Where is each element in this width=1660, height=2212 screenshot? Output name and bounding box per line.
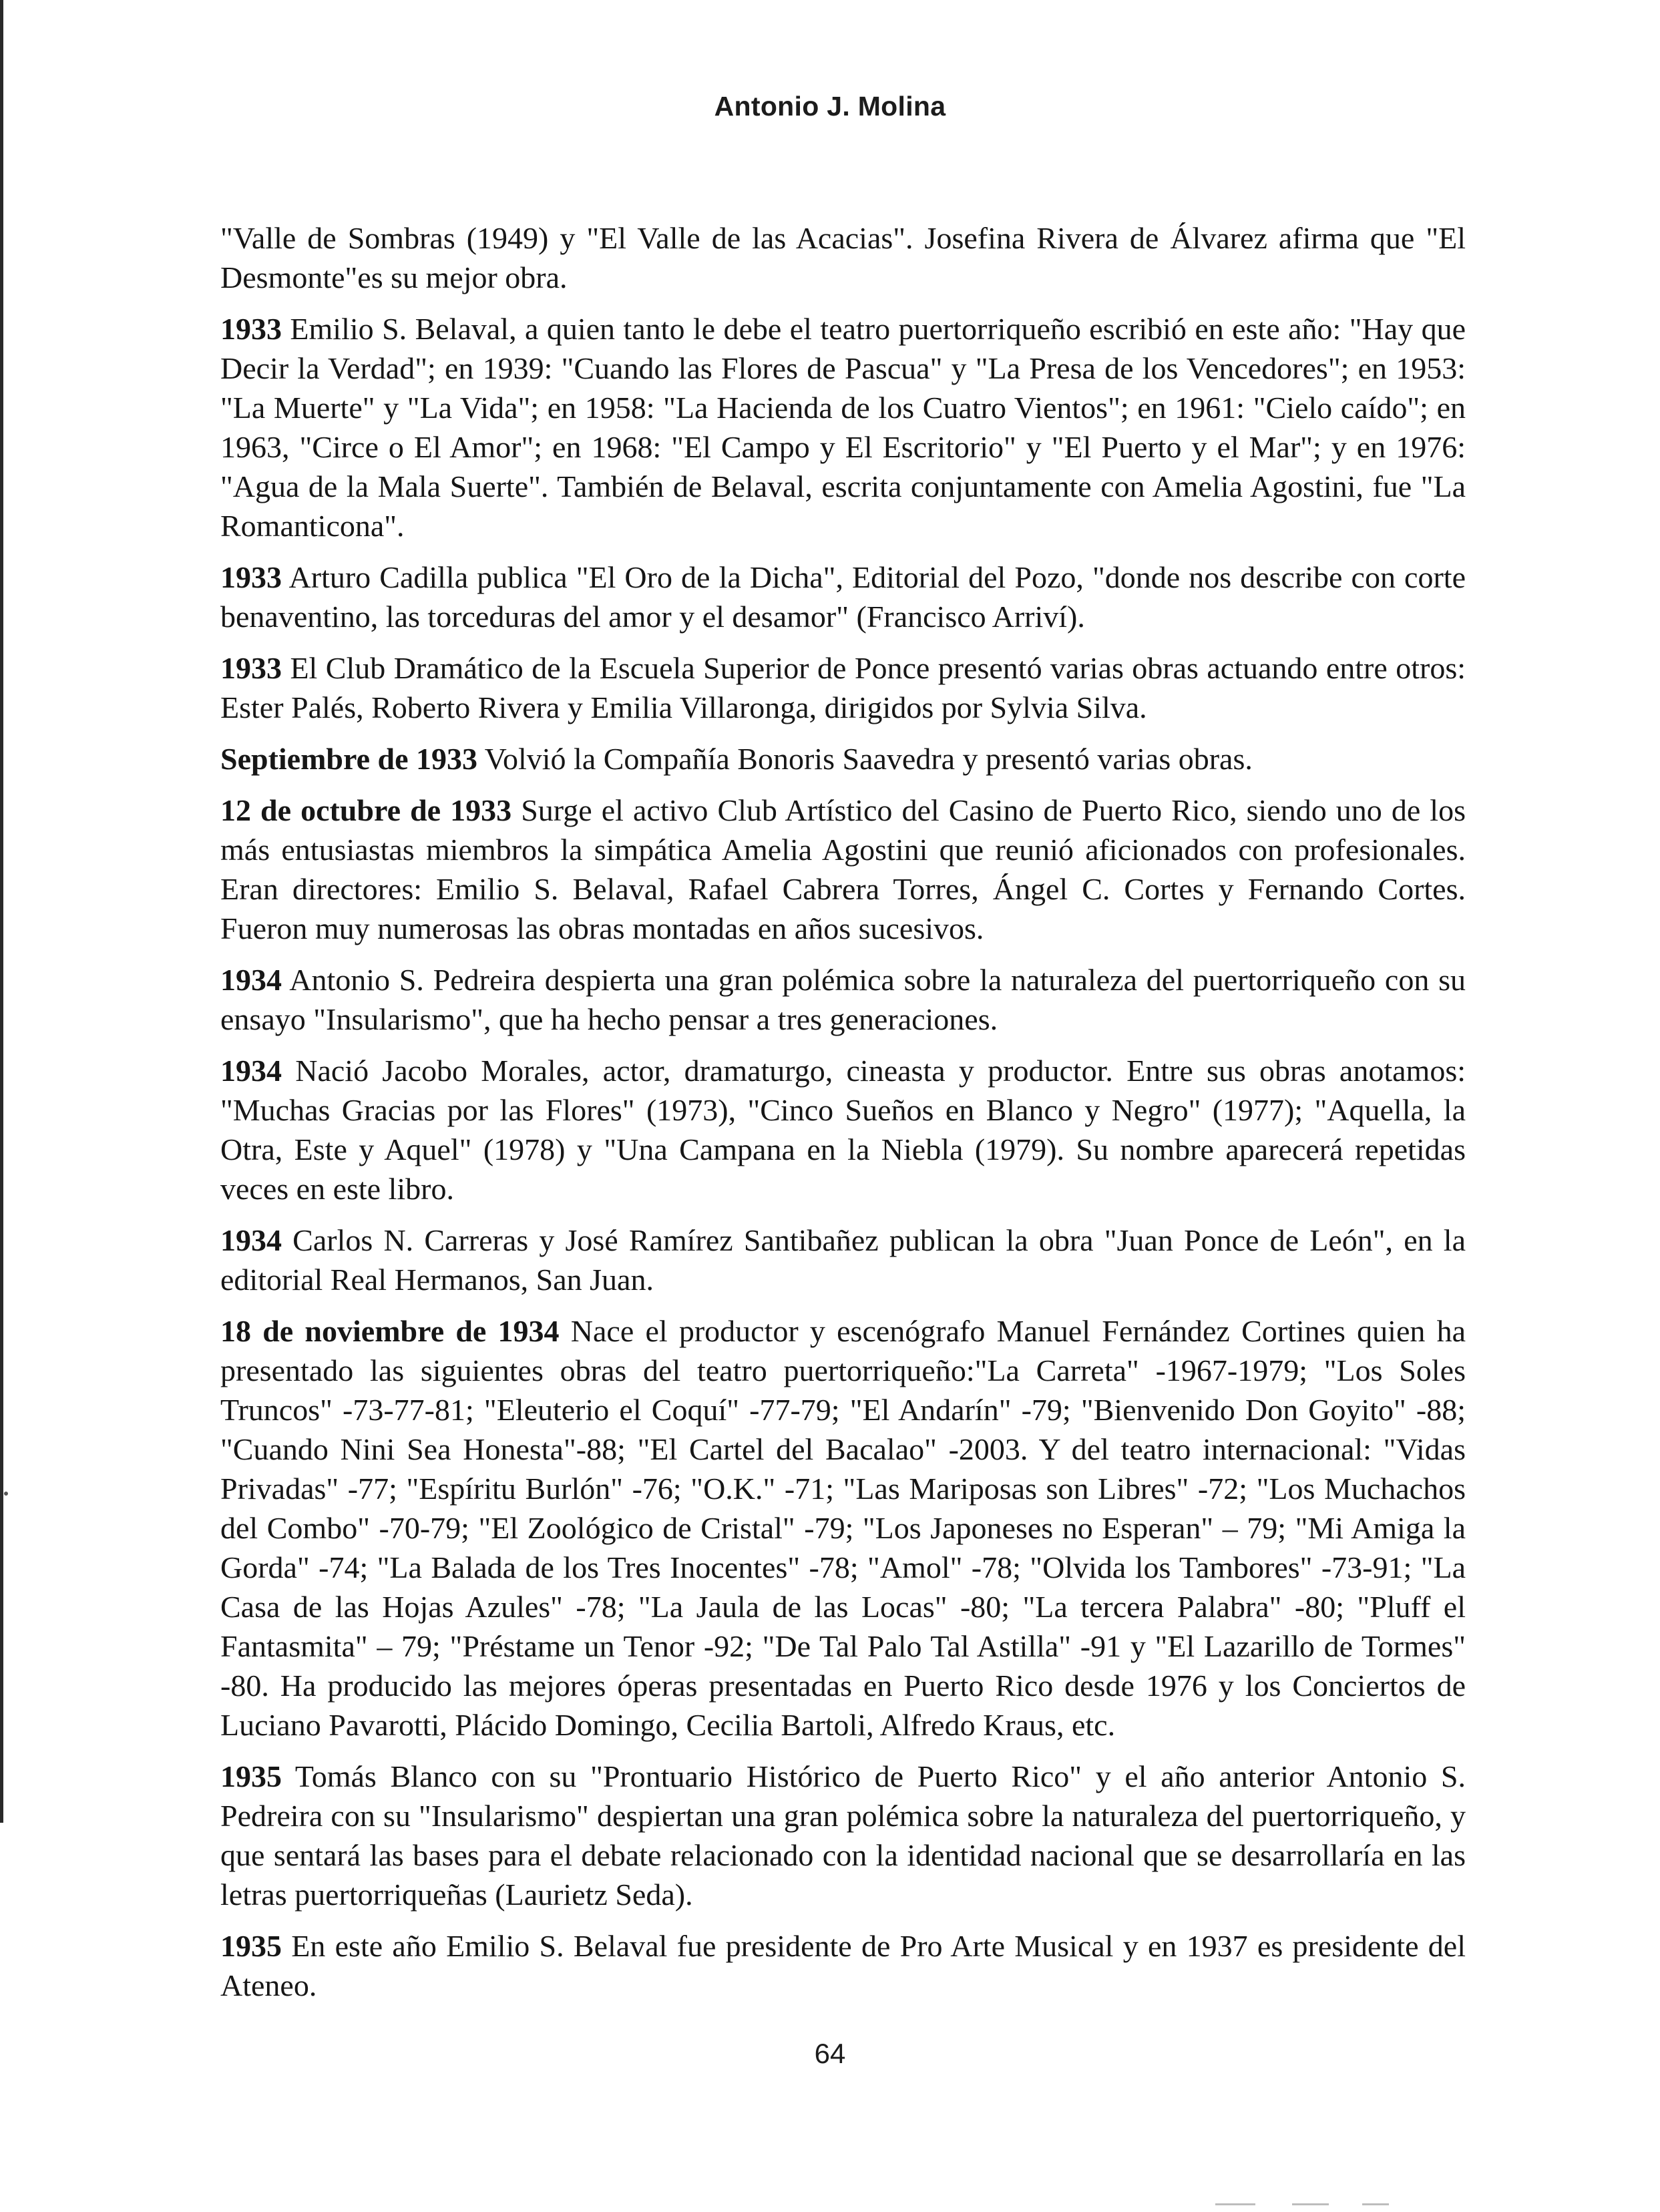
paragraph-10-text: Tomás Blanco con su "Prontuario Histórico de Puerto Rico" y el año anterior Antonio S. Pedreira con su "Insularismo" despiertan una gran polémica sobre la naturaleza del puertorriqueño, y que sentará las bases para el debate relacionado con la identidad nacional que se desarrollaría en las letras puertorriqueñas (Laurietz Seda). — [220, 1759, 1466, 1912]
paragraph-6-text: Antonio S. Pedreira despierta una gran polémica sobre la naturaleza del puertorriqueño con su ensayo "Insularismo", que ha hecho pensar a tres generaciones. — [220, 963, 1466, 1036]
scan-mark-bottom-2 — [1292, 2203, 1329, 2205]
paragraph-8-lead: 1934 — [220, 1223, 282, 1257]
paragraph-7-text: Nació Jacobo Morales, actor, dramaturgo, cineasta y productor. Entre sus obras anotamos: "Muchas Gracias por las Flores" (1973), "Cinco Sueños en Blanco y Negro" (1977); "Aquella, la Otra, Este y Aquel" (1978) y "Una Campana en la Niebla (1979). Su nombre aparecerá repetidas veces en este libro. — [220, 1054, 1466, 1206]
paragraph-2-text: Arturo Cadilla publica "El Oro de la Dicha", Editorial del Pozo, "donde nos describe con corte benaventino, las torceduras del amor y el desamor" (Francisco Arriví). — [220, 560, 1466, 634]
paragraph-5-lead: 12 de octubre de 1933 — [220, 793, 512, 827]
paragraph-11 — [220, 1926, 1466, 2005]
scan-speck — [4, 1492, 8, 1496]
paragraph-4-text: Volvió la Compañía Bonoris Saavedra y presentó varias obras. — [477, 742, 1253, 776]
paragraph-3-lead: 1933 — [220, 651, 282, 685]
page-number: 64 — [814, 2038, 846, 2069]
paragraph-9-text: Nace el productor y escenógrafo Manuel Fernández Cortines quien ha presentado las siguientes obras del teatro puertorriqueño:"La Carreta" -1967-1979; "Los Soles Truncos" -73-77-81; "Eleuterio el Coquí" -77-79; "El Andarín" -79; "Bienvenido Don Goyito" -88; "Cuando Nini Sea Honesta"-88; "El Cartel del Bacalao" -2003. Y del teatro internacional: "Vidas Privadas" -77; "Espíritu Burlón" -76; "O.K." -71; "Las Mariposas son Libres" -72; "Los Muchachos del Combo" -70-79; "El Zoológico de Cristal" -79; "Los Japoneses no Esperan" – 79; "Mi Amiga la Gorda" -74; "La Balada de los Tres Inocentes" -78; "Amol" -78; "Olvida los Tambores" -73-91; "La Casa de las Hojas Azules" -78; "La Jaula de las Locas" -80; "La tercera Palabra" -80; "Pluff el Fantasmita" – 79; "Préstame un Tenor -92; "De Tal Palo Tal Astilla" -91 y "El Lazarillo de Tormes" -80. Ha producido las mejores óperas presentadas en Puerto Rico desde 1976 y los Conciertos de Luciano Pavarotti, Plácido Domingo, Cecilia Bartoli, Alfredo Kraus, etc. — [220, 1314, 1466, 1742]
paragraph-4-lead: Septiembre de 1933 — [220, 742, 478, 776]
paragraph-0 — [220, 218, 1466, 297]
paragraph-6-lead: 1934 — [220, 963, 282, 997]
paragraph-3-text: El Club Dramático de la Escuela Superior de Ponce presentó varias obras actuando entre otros: Ester Palés, Roberto Rivera y Emilia Villaronga, dirigidos por Sylvia Silva. — [220, 651, 1466, 724]
paragraph-7-lead: 1934 — [220, 1054, 282, 1088]
paragraph-8 — [220, 1221, 1466, 1299]
paragraph-11-lead: 1935 — [220, 1929, 282, 1963]
paragraph-11-text: En este año Emilio S. Belaval fue presidente de Pro Arte Musical y en 1937 es presidente del Ateneo. — [220, 1929, 1466, 2002]
paragraph-8-text: Carlos N. Carreras y José Ramírez Santibañez publican la obra "Juan Ponce de León", en la editorial Real Hermanos, San Juan. — [220, 1223, 1466, 1297]
paragraph-3 — [220, 648, 1466, 727]
paragraph-6 — [220, 960, 1466, 1039]
scan-mark-bottom-3 — [1362, 2203, 1389, 2205]
paragraph-4 — [220, 739, 1466, 779]
paragraph-10 — [220, 1757, 1466, 1914]
scan-edge-left — [0, 0, 3, 1823]
paragraph-2-lead: 1933 — [220, 560, 282, 594]
paragraph-10-lead: 1935 — [220, 1759, 282, 1793]
running-header-author: Antonio J. Molina — [714, 91, 946, 122]
paragraph-9-lead: 18 de noviembre de 1934 — [220, 1314, 560, 1348]
paragraph-5 — [220, 791, 1466, 948]
paragraph-1 — [220, 309, 1466, 545]
paragraph-5-text: Surge el activo Club Artístico del Casino de Puerto Rico, siendo uno de los más entusiastas miembros la simpática Amelia Agostini que reunió aficionados con profesionales. Eran directores: Emilio S. Belaval, Rafael Cabrera Torres, Ángel C. Cortes y Fernando Cortes. Fueron muy numerosas las obras montadas en años sucesivos. — [220, 793, 1466, 945]
page-body — [220, 218, 1466, 2017]
paragraph-1-text: Emilio S. Belaval, a quien tanto le debe el teatro puertorriqueño escribió en este año: "Hay que Decir la Verdad"; en 1939: "Cuando las Flores de Pascua" y "La Presa de los Vencedores"; en 1953: "La Muerte" y "La Vida"; en 1958: "La Hacienda de los Cuatro Vientos"; en 1961: "Cielo caído"; en 1963, "Circe o El Amor"; en 1968: "El Campo y El Escritorio" y "El Puerto y el Mar"; y en 1976: "Agua de la Mala Suerte". También de Belaval, escrita conjuntamente con Amelia Agostini, fue "La Romanticona". — [220, 312, 1466, 543]
paragraph-7 — [220, 1051, 1466, 1208]
paragraph-0-text: "Valle de Sombras (1949) y "El Valle de las Acacias". Josefina Rivera de Álvarez afirma que "El Desmonte"es su mejor obra. — [220, 221, 1466, 294]
scan-mark-bottom-1 — [1215, 2203, 1255, 2205]
paragraph-9 — [220, 1311, 1466, 1745]
paragraph-2 — [220, 558, 1466, 636]
paragraph-1-lead: 1933 — [220, 312, 282, 346]
